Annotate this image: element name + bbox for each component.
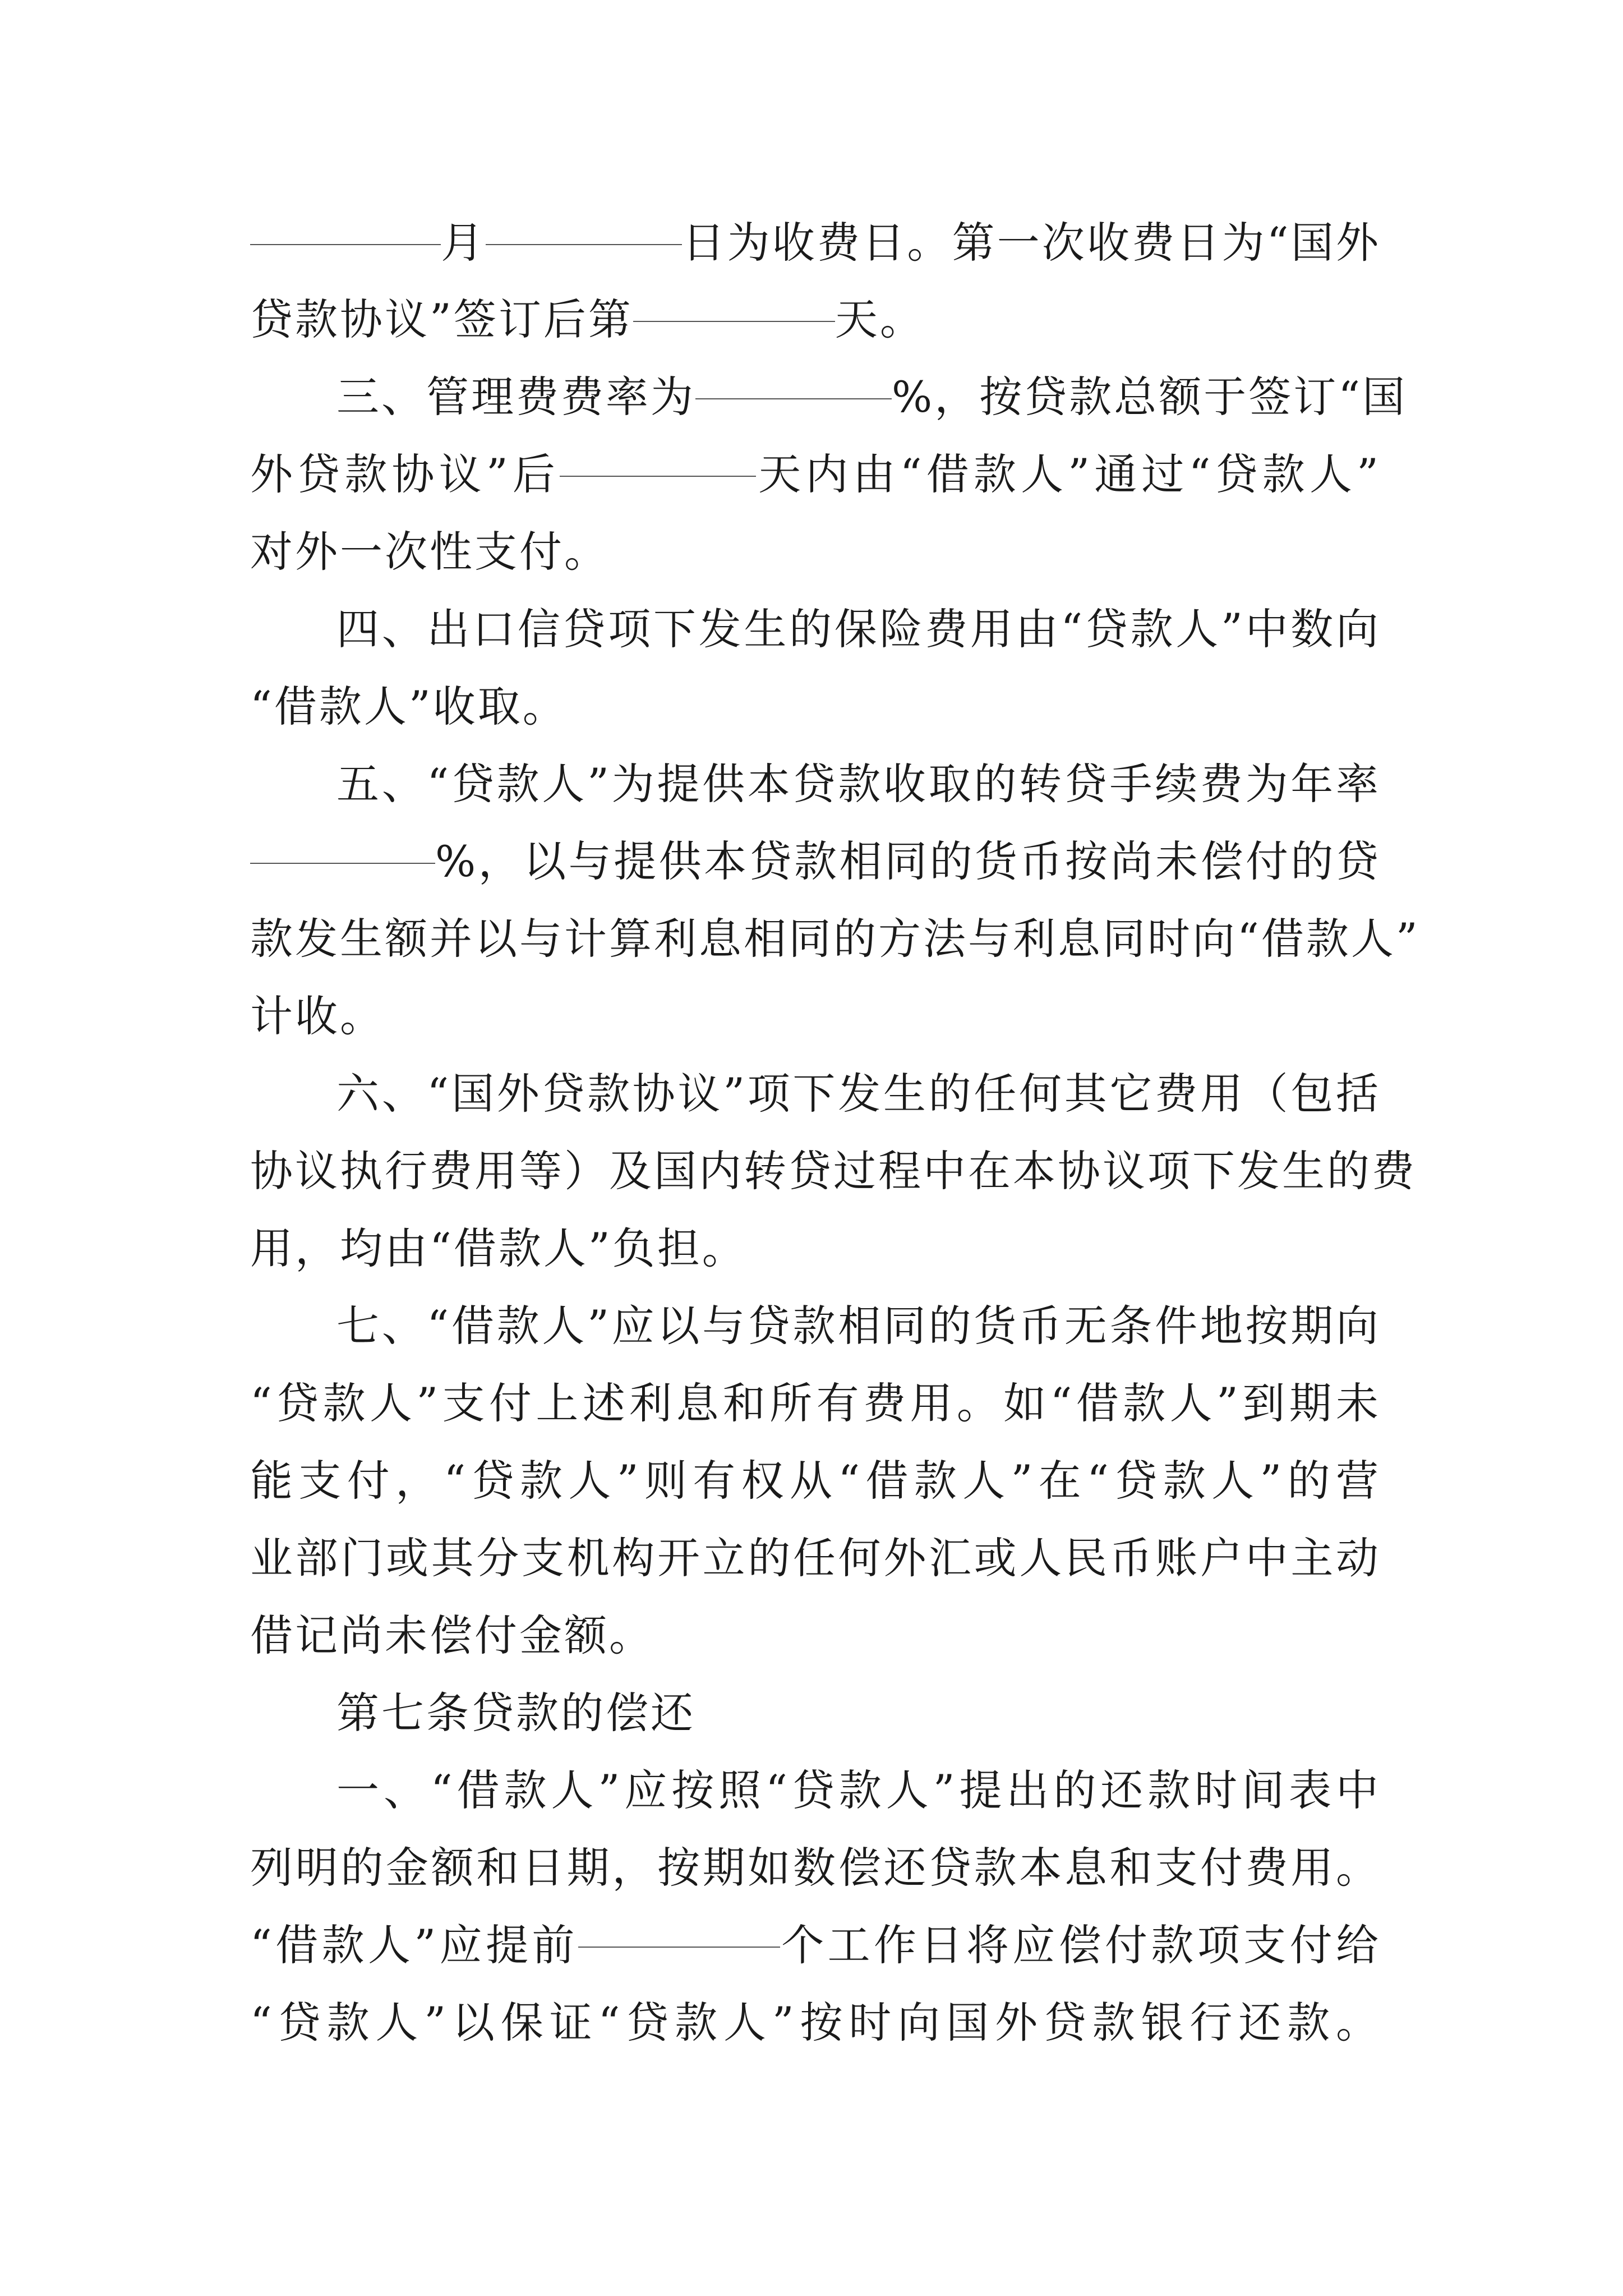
text-line: 协议执行费用等）及国内转贷过程中在本协议项下发生的费 <box>250 1146 1417 1196</box>
fill-blank <box>486 243 682 245</box>
text-line <box>336 364 1408 431</box>
fill-blank <box>250 243 441 245</box>
text-line: 能支付，“贷款人”则有权从“借款人”在“贷款人”的营 <box>250 1456 1381 1506</box>
text-line: 七、“借款人”应以与贷款相同的货币无条件地按期向 <box>336 1301 1381 1351</box>
text-line <box>250 828 1381 895</box>
text-run: %，以与提供本贷款相同的货币按尚未偿付的贷 <box>435 836 1381 886</box>
text-run: 外贷款协议”后 <box>250 449 560 499</box>
text-run: 个工作日将应偿付款项支付给 <box>780 1920 1381 1970</box>
text-line: 四、出口信贷项下发生的保险费用由“贷款人”中数向 <box>336 604 1381 654</box>
text-run: 天。 <box>834 295 925 344</box>
text-line: 业部门或其分支机构开立的任何外汇或人民币账户中主动 <box>250 1533 1381 1583</box>
text-line: 对外一次性支付。 <box>250 527 609 577</box>
text-line <box>250 209 1381 277</box>
text-line: 列明的金额和日期，按期如数偿还贷款本息和支付费用。 <box>250 1843 1381 1893</box>
fill-blank <box>578 1946 780 1948</box>
text-line: 借记尚未偿付金额。 <box>250 1611 654 1660</box>
text-line: 计收。 <box>250 991 385 1041</box>
fill-blank <box>250 862 435 864</box>
text-line: “贷款人”以保证“贷款人”按时向国外贷款银行还款。 <box>250 1998 1381 2047</box>
text-run: 天内由“借款人”通过“贷款人” <box>756 449 1381 499</box>
text-run: 日为收费日。第一次收费日为“国外 <box>682 218 1381 268</box>
text-line <box>250 286 1381 353</box>
text-line: 款发生额并以与计算利息相同的方法与利息同时向“借款人” <box>250 914 1420 964</box>
text-line: “贷款人”支付上述利息和所有费用。如“借款人”到期未 <box>250 1378 1381 1428</box>
fill-blank <box>695 398 892 399</box>
section-heading: 第七条贷款的偿还 <box>336 1688 695 1738</box>
text-line <box>250 441 1381 508</box>
text-run: 贷款协议”签订后第 <box>250 295 633 344</box>
fill-blank <box>633 320 835 322</box>
text-run: “借款人”应提前 <box>250 1920 578 1970</box>
text-line: “借款人”收取。 <box>250 682 568 731</box>
text-run: 月 <box>441 218 486 268</box>
text-run: %，按贷款总额于签订“国 <box>892 372 1408 422</box>
text-line: 用，均由“借款人”负担。 <box>250 1223 747 1273</box>
fill-blank <box>560 475 756 477</box>
text-line <box>250 1912 1381 1979</box>
text-line: 六、“国外贷款协议”项下发生的任何其它费用（包括 <box>336 1069 1381 1119</box>
text-line: 五、“贷款人”为提供本贷款收取的转贷手续费为年率 <box>336 759 1381 809</box>
text-line: 一、“借款人”应按照“贷款人”提出的还款时间表中 <box>336 1765 1381 1815</box>
text-run: 三、管理费费率为 <box>336 372 695 422</box>
